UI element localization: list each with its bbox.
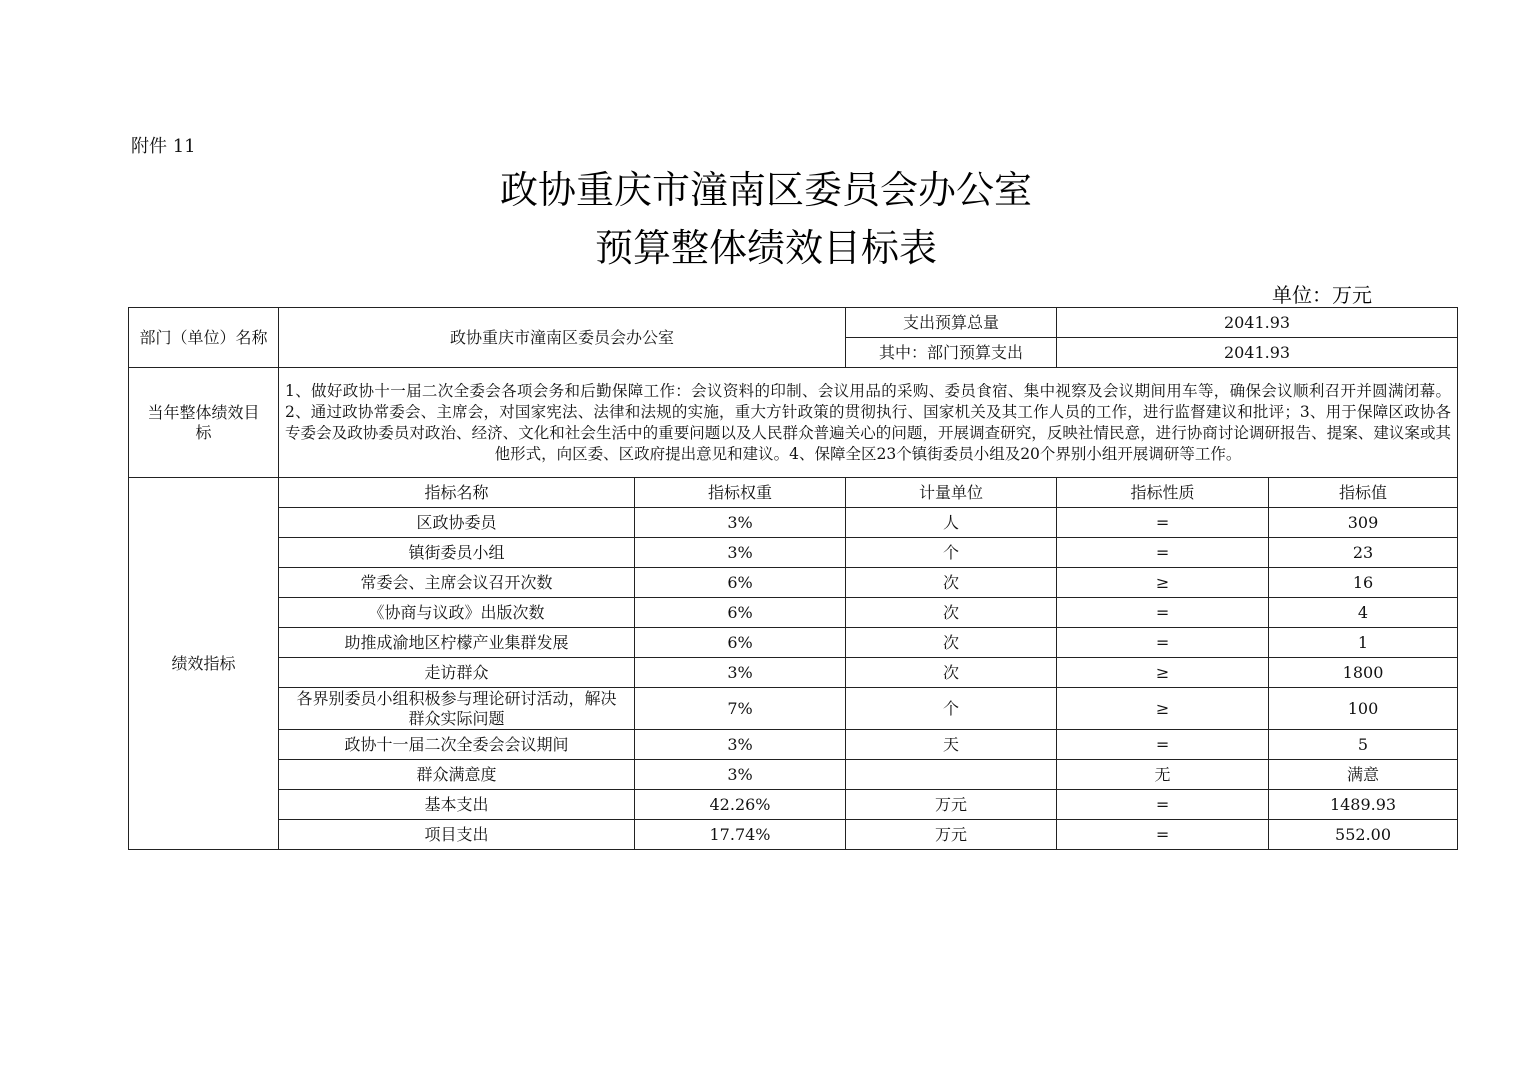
performance-table [128, 307, 1458, 850]
table-row [129, 790, 1458, 820]
page-subtitle: 预算整体绩效目标表 [594, 226, 937, 270]
indicator-value: 满意 [1269, 760, 1458, 790]
indicator-value: 5 [1269, 730, 1458, 760]
indicator-name: 基本支出 [279, 790, 635, 820]
indicator-name: 项目支出 [279, 820, 635, 850]
table-row [129, 628, 1458, 658]
table-row [129, 730, 1458, 760]
indicator-nature: = [1057, 820, 1269, 850]
indicator-name: 政协十一届二次全委会会议期间 [279, 730, 635, 760]
indicator-value: 16 [1269, 568, 1458, 598]
indicator-header-row [129, 478, 1458, 508]
indicator-weight: 3% [635, 538, 846, 568]
indicator-nature: = [1057, 790, 1269, 820]
indicator-unit: 次 [846, 628, 1057, 658]
indicator-weight: 17.74% [635, 820, 846, 850]
unit-label: 单位：万元 [1272, 283, 1372, 307]
indicator-nature: = [1057, 598, 1269, 628]
indicator-value: 23 [1269, 538, 1458, 568]
indicator-name: 各界别委员小组积极参与理论研讨活动，解决群众实际问题 [279, 688, 635, 730]
budget-total-label: 支出预算总量 [846, 308, 1057, 338]
indicator-name: 《协商与议政》出版次数 [279, 598, 635, 628]
goal-text: 1、做好政协十一届二次全委会各项会务和后勤保障工作：会议资料的印制、会议用品的采购、委员食宿、集中视察及会议期间用车等，确保会议顺利召开并圆满闭幕。2、通过政协常委会、主席会，对国家宪法、法律和法规的实施，重大方针政策的贯彻执行、国家机关及其工作人员的工作，进行监督建议和批评；3、用于保障区政协各专委会及政协委员对政治、经济、文化和社会生活中的重要问题以及人民群众普遍关心的问题，开展调查研究，反映社情民意，进行协商讨论调研报告、提案、建议案或其他形式，向区委、区政府提出意见和建议。4、保障全区23个镇街委员小组及20个界别小组开展调研等工作。 [279, 368, 1458, 478]
goal-row [129, 368, 1458, 478]
table-row [129, 688, 1458, 730]
column-header: 指标名称 [279, 478, 635, 508]
indicator-nature: ≥ [1057, 688, 1269, 730]
indicator-unit: 次 [846, 598, 1057, 628]
table-row [129, 760, 1458, 790]
header-row-1 [129, 308, 1458, 338]
indicator-weight: 3% [635, 508, 846, 538]
goal-label: 当年整体绩效目标 [129, 368, 279, 478]
indicator-value: 1800 [1269, 658, 1458, 688]
table-row [129, 820, 1458, 850]
indicator-name: 群众满意度 [279, 760, 635, 790]
indicator-unit [846, 760, 1057, 790]
dept-label: 部门（单位）名称 [129, 308, 279, 368]
indicator-weight: 6% [635, 628, 846, 658]
indicators-label: 绩效指标 [129, 478, 279, 850]
indicator-weight: 42.26% [635, 790, 846, 820]
indicator-weight: 6% [635, 568, 846, 598]
indicator-value: 309 [1269, 508, 1458, 538]
indicator-name: 走访群众 [279, 658, 635, 688]
indicator-value: 100 [1269, 688, 1458, 730]
indicator-weight: 7% [635, 688, 846, 730]
indicator-name: 助推成渝地区柠檬产业集群发展 [279, 628, 635, 658]
dept-name: 政协重庆市潼南区委员会办公室 [279, 308, 846, 368]
column-header: 计量单位 [846, 478, 1057, 508]
indicator-nature: 无 [1057, 760, 1269, 790]
indicator-nature: = [1057, 538, 1269, 568]
indicator-value: 4 [1269, 598, 1458, 628]
indicator-name: 区政协委员 [279, 508, 635, 538]
table-row [129, 538, 1458, 568]
column-header: 指标权重 [635, 478, 846, 508]
dept-budget-value: 2041.93 [1057, 338, 1458, 368]
dept-budget-label: 其中：部门预算支出 [846, 338, 1057, 368]
indicator-nature: = [1057, 730, 1269, 760]
indicator-nature: = [1057, 628, 1269, 658]
indicator-value: 552.00 [1269, 820, 1458, 850]
column-header: 指标值 [1269, 478, 1458, 508]
table-row [129, 568, 1458, 598]
indicator-value: 1 [1269, 628, 1458, 658]
indicator-weight: 6% [635, 598, 846, 628]
indicator-weight: 3% [635, 730, 846, 760]
column-header: 指标性质 [1057, 478, 1269, 508]
attachment-label: 附件 11 [131, 136, 196, 157]
indicator-unit: 万元 [846, 820, 1057, 850]
indicator-value: 1489.93 [1269, 790, 1458, 820]
indicator-nature: = [1057, 508, 1269, 538]
indicator-weight: 3% [635, 658, 846, 688]
table-row [129, 508, 1458, 538]
page-title: 政协重庆市潼南区委员会办公室 [499, 168, 1032, 212]
indicator-unit: 个 [846, 538, 1057, 568]
table-row [129, 598, 1458, 628]
indicator-weight: 3% [635, 760, 846, 790]
budget-total-value: 2041.93 [1057, 308, 1458, 338]
indicator-unit: 天 [846, 730, 1057, 760]
indicator-nature: ≥ [1057, 568, 1269, 598]
indicator-unit: 个 [846, 688, 1057, 730]
indicator-unit: 次 [846, 658, 1057, 688]
table-row [129, 658, 1458, 688]
indicator-unit: 万元 [846, 790, 1057, 820]
indicator-unit: 次 [846, 568, 1057, 598]
indicator-nature: ≥ [1057, 658, 1269, 688]
indicator-name: 镇街委员小组 [279, 538, 635, 568]
indicator-unit: 人 [846, 508, 1057, 538]
indicator-name: 常委会、主席会议召开次数 [279, 568, 635, 598]
